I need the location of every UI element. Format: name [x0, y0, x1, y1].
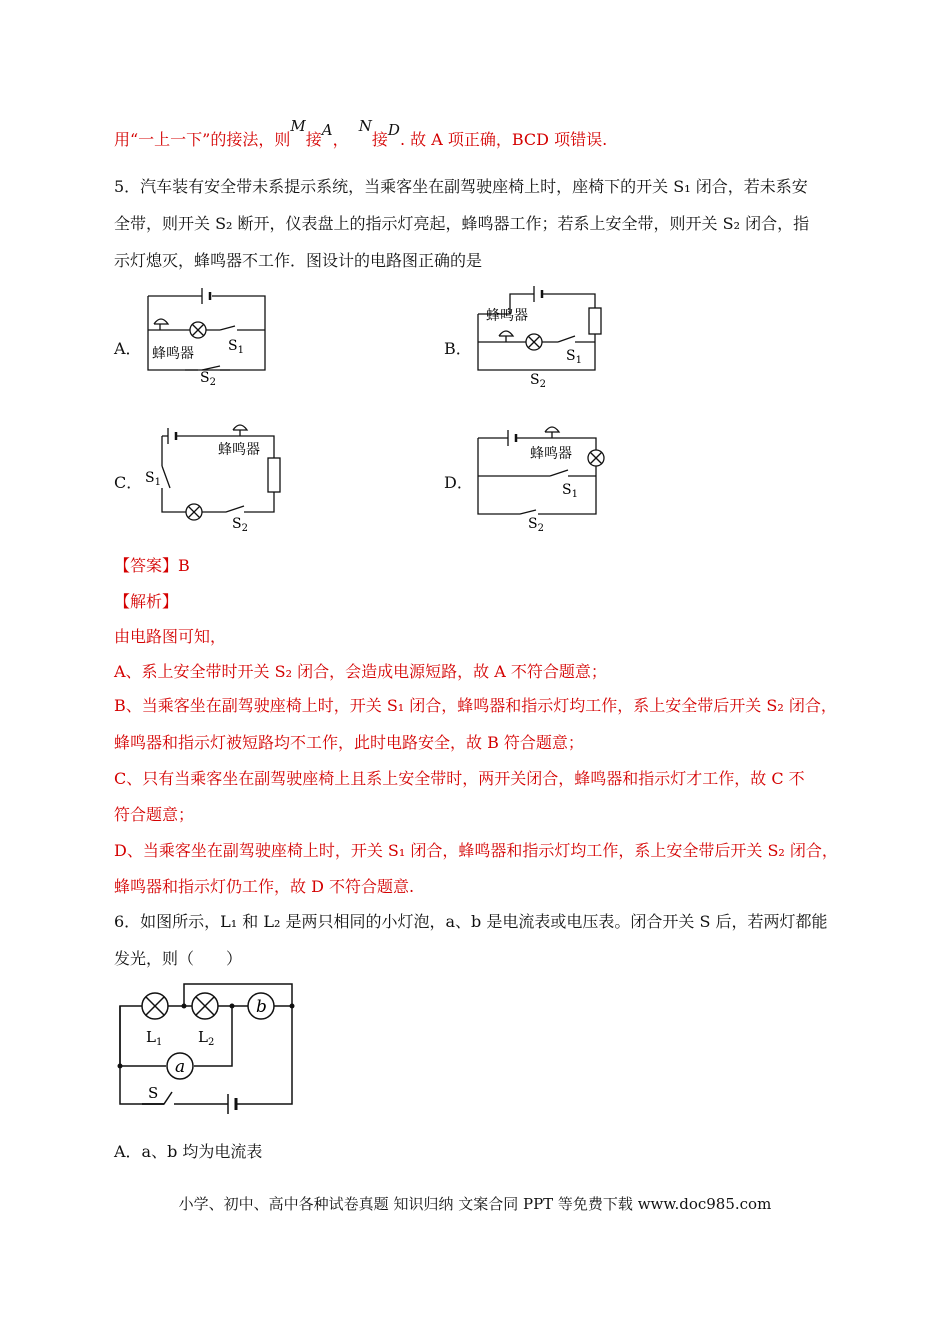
- math-n: N: [358, 117, 372, 135]
- circuit-b-s2-label: $S_2$: [530, 372, 546, 390]
- circuit-d-s1-label: $S_1$: [562, 482, 578, 500]
- lamp-l1-label: $L_1$: [146, 1028, 163, 1048]
- circuit-c-buzzer-label: 蜂鸣器: [218, 442, 260, 458]
- circuit-d-diagram: [470, 420, 615, 532]
- q5-analysis-line-5: C、只有当乘客坐在副驾驶座椅上且系上安全带时，两开关闭合，蜂鸣器和指示灯才工作，故 C 不: [114, 769, 805, 788]
- q5-option-b-label: B．: [444, 339, 472, 358]
- circuit-b-buzzer-label: 蜂鸣器: [486, 308, 528, 324]
- prev-comma: ，: [332, 130, 349, 149]
- circuit-b-diagram: [470, 284, 610, 388]
- q6-option-a: A．a、b 均为电流表: [114, 1142, 263, 1161]
- circuit-a-buzzer-label: 蜂鸣器: [152, 346, 194, 362]
- q5-analysis-line-6: 符合题意；: [114, 805, 195, 824]
- circuit-d-s2-label: $S_2$: [528, 516, 544, 534]
- q5-answer: 【答案】B: [114, 556, 190, 575]
- prev-jie-2: 接: [371, 130, 388, 149]
- circuit-b-s1-label: $S_1$: [566, 348, 582, 366]
- math-a: A: [321, 121, 333, 139]
- q5-analysis-title: 【解析】: [114, 592, 179, 611]
- q5-analysis-line-3: B、当乘客坐在副驾驶座椅上时，开关 S₁ 闭合，蜂鸣器和指示灯均工作，系上安全带后开关 S₂ 闭合，: [114, 696, 837, 715]
- prev-answer-line: [114, 117, 608, 150]
- q6-line-2: 发光，则（ ）: [114, 949, 243, 968]
- circuit-a-diagram: [140, 282, 275, 388]
- lamp-l2-label: $L_2$: [198, 1028, 215, 1048]
- math-d: D: [387, 121, 400, 139]
- page-footer: 小学、初中、高中各种试卷真题 知识归纳 文案合同 PPT 等免费下载 www.doc985.com: [178, 1195, 772, 1213]
- meter-a-label: a: [175, 1057, 186, 1077]
- meter-b-label: b: [256, 997, 267, 1017]
- circuit-c-s1-label: $S_1$: [145, 470, 161, 488]
- q5-analysis-line-1: 由电路图可知，: [114, 627, 227, 646]
- q6-line-1: 6．如图所示，L₁ 和 L₂ 是两只相同的小灯泡，a、b 是电流表或电压表。闭合开关 S 后，若两灯都能: [114, 912, 828, 931]
- q5-analysis-line-2: A、系上安全带时开关 S₂ 闭合，会造成电源短路，故 A 不符合题意；: [114, 662, 607, 681]
- prev-answer-text-2: . 故 A 项正确，BCD 项错误.: [399, 130, 608, 149]
- q5-line-2: 全带，则开关 S₂ 断开，仪表盘上的指示灯亮起，蜂鸣器工作；若系上安全带，则开关 S₂ 闭合，指: [114, 214, 810, 233]
- switch-s-label: S: [148, 1084, 159, 1102]
- circuit-a-s1-label: $S_1$: [228, 338, 244, 356]
- circuit-a-s2-label: $S_2$: [200, 370, 216, 388]
- q5-analysis-line-8: 蜂鸣器和指示灯仍工作，故 D 不符合题意.: [114, 877, 415, 896]
- math-m: M: [290, 117, 306, 135]
- q5-option-c-label: C．: [114, 473, 143, 492]
- q6-circuit-diagram: [112, 980, 302, 1110]
- q5-line-1: 5．汽车装有安全带未系提示系统，当乘客坐在副驾驶座椅上时，座椅下的开关 S₁ 闭合，若未系安: [114, 177, 808, 196]
- prev-jie-1: 接: [305, 130, 322, 149]
- q5-line-3: 示灯熄灭，蜂鸣器不工作．图设计的电路图正确的是: [114, 251, 483, 270]
- circuit-c-s2-label: $S_2$: [232, 516, 248, 534]
- prev-answer-text-1: 用“一上一下”的接法，则: [114, 130, 291, 149]
- circuit-d-buzzer-label: 蜂鸣器: [530, 446, 572, 462]
- q5-analysis-line-7: D、当乘客坐在副驾驶座椅上时，开关 S₁ 闭合，蜂鸣器和指示灯均工作，系上安全带后开关 S₂ 闭合，: [114, 841, 838, 860]
- q5-option-a-label: A．: [114, 339, 142, 358]
- circuit-c-diagram: [140, 418, 285, 532]
- q5-analysis-line-4: 蜂鸣器和指示灯被短路均不工作，此时电路安全，故 B 符合题意；: [114, 733, 584, 752]
- q5-option-d-label: D．: [444, 473, 473, 492]
